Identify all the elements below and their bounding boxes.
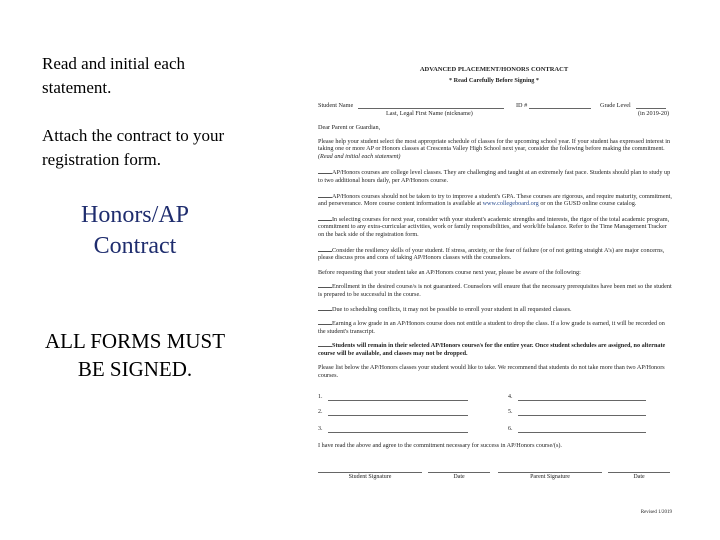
course-number: 4.: [508, 394, 513, 400]
initial-field[interactable]: [318, 319, 332, 325]
course-field-5[interactable]: [518, 409, 646, 416]
contract-title: ADVANCED PLACEMENT/HONORS CONTRACT: [419, 66, 569, 73]
intro-text: Please help your student select the most appropriate schedule of classes for the upcoming school year. If your student has expressed interest in taking one or more AP or Honors classes at Crescenta Valley High School next year, consider the following before making the commitment.: [318, 137, 671, 153]
statement-continued: or on the GUSD online course catalog.: [540, 200, 637, 208]
course-field-2[interactable]: [328, 409, 468, 416]
statement: AP/Honors courses should not be taken to try to improve a student's GPA. These courses are rigorous, and require maturity, commitment, and perseverance. More course content information is available at: [318, 192, 672, 208]
student-signature-label: Student Signature: [348, 474, 392, 480]
course-field-3[interactable]: [328, 426, 468, 433]
statement: Students will remain in their selected AP/Honors course/s for the entire year. Once student schedules are assigned, no alternate course will be available, and classes may not be dropped.: [318, 342, 666, 357]
id-field[interactable]: [529, 102, 591, 109]
statement: AP/Honors courses are college level classes. They are challenging and taught at an extremely fast pace. Students should plan to study up to two additional hours daily, per AP/Honors course.: [318, 169, 671, 184]
course-field-1[interactable]: [328, 394, 468, 401]
initial-field[interactable]: [318, 168, 332, 174]
signed-warning: ALL FORMS MUST BE SIGNED.: [44, 329, 226, 381]
course-field-4[interactable]: [518, 394, 646, 401]
contract-document: [316, 64, 672, 524]
statement: Due to scheduling conflicts, it may not be possible to enroll your student in all requested classes.: [332, 305, 572, 313]
statement: Enrollment in the desired course/s is not guaranteed. Counselors will ensure that the necessary prerequisites have been met so the student is prepared to be successful in the course.: [318, 283, 672, 298]
grade-label: Grade Level: [600, 102, 631, 109]
greeting: Dear Parent or Guardian,: [318, 124, 381, 131]
course-number: 6.: [508, 426, 513, 432]
student-name-field[interactable]: [358, 102, 504, 109]
student-date-field[interactable]: [428, 466, 490, 473]
statement: In selecting courses for next year, consider with your student's academic strengths and interests, the rigor of the total academic program, commitment to any extra-curricular activities, work or family responsibilities, and work/life balance. Refer to the Time Management Tracker on the back side of the registration form.: [318, 215, 670, 238]
list-prompt: Please list below the AP/Honors classes your student would like to take. We recommend that students do not take more than two AP/Honors courses.: [318, 364, 665, 380]
course-number: 2.: [318, 409, 323, 415]
aware-intro: Before requesting that your student take an AP/Honors course next year, please be aware of the following:: [318, 268, 581, 276]
initial-field[interactable]: [318, 215, 332, 221]
initial-field[interactable]: [318, 192, 332, 198]
grade-hint: (in 2019-20): [638, 110, 670, 117]
parent-date-label: Date: [633, 474, 645, 480]
student-name-hint: Last, Legal First Name (nickname): [386, 110, 473, 117]
instruction-initial: Read and initial each statement.: [42, 54, 186, 97]
contract-subtitle: * Read Carefully Before Signing *: [448, 77, 539, 84]
initial-field[interactable]: [318, 282, 332, 288]
slide-heading: Honors/AP Contract: [80, 202, 189, 259]
parent-signature-field[interactable]: [498, 466, 602, 473]
initial-field[interactable]: [318, 246, 332, 252]
initial-field[interactable]: [318, 305, 332, 311]
student-date-label: Date: [453, 474, 465, 480]
course-number: 3.: [318, 426, 323, 432]
intro-note: (Read and initial each statement): [318, 152, 401, 160]
course-number: 5.: [508, 409, 513, 415]
instruction-attach: Attach the contract to your registration form.: [42, 126, 225, 169]
collegeboard-link[interactable]: www.collegeboard.org: [482, 200, 539, 208]
student-name-label: Student Name: [318, 102, 354, 109]
course-number: 1.: [318, 394, 323, 400]
agreement-text: I have read the above and agree to the commitment necessary for success in AP/Honors course/(s).: [318, 442, 562, 449]
course-field-6[interactable]: [518, 426, 646, 433]
grade-field[interactable]: [636, 102, 666, 109]
id-label: ID #: [516, 102, 528, 109]
parent-date-field[interactable]: [608, 466, 670, 473]
revised-date: Revised 1/2019: [640, 510, 672, 515]
initial-field[interactable]: [318, 341, 332, 347]
student-signature-field[interactable]: [318, 466, 422, 473]
statement: Earning a low grade in an AP/Honors course does not entitle a student to drop the class. If a low grade is earned, it will be recorded on the student's transcript.: [318, 320, 665, 335]
parent-signature-label: Parent Signature: [530, 474, 570, 480]
statement: Consider the resiliency skills of your student. If stress, anxiety, or the fear of failure (or of not getting straight A's) are major concerns, please discuss pros and cons of taking AP/Honors classes with the counselors.: [318, 246, 665, 262]
